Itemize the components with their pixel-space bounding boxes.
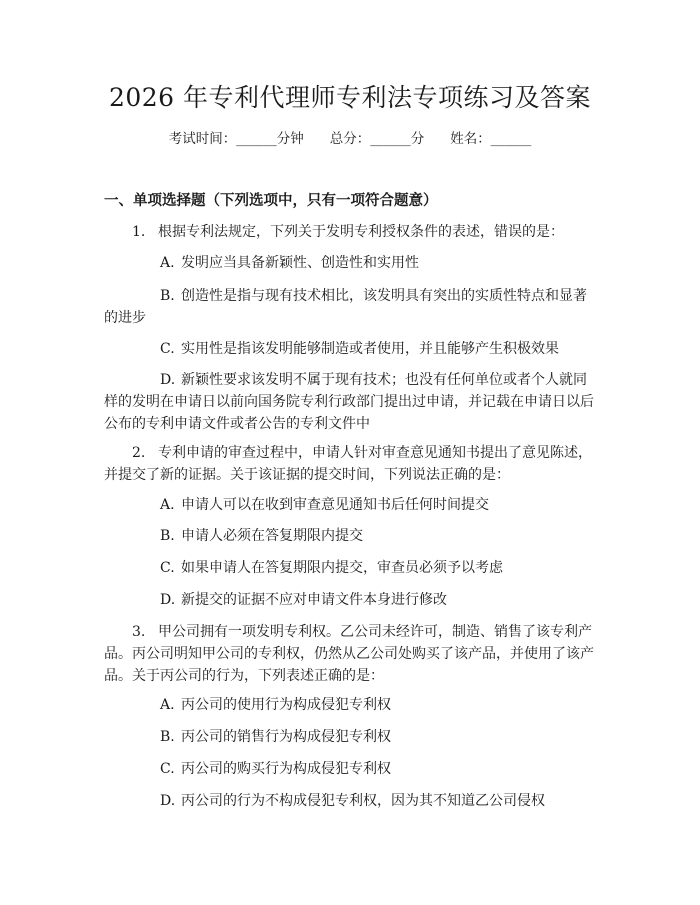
question-number: 2. — [132, 445, 146, 461]
exam-info-line — [0, 129, 700, 149]
option-text: 申请人可以在收到审查意见通知书后任何时间提交 — [181, 497, 489, 513]
question-number: 3. — [132, 624, 146, 640]
option-text: 如果申请人在答复期限内提交，审查员必须予以考虑 — [181, 560, 503, 576]
option-label: C. — [160, 761, 175, 777]
option-text: 实用性是指该发明能够制造或者使用，并且能够产生积极效果 — [181, 341, 559, 357]
option-text: 丙公司的销售行为构成侵犯专利权 — [181, 729, 391, 745]
option-text: 创造性是指与现有技术相比，该发明具有突出的实质性特点和显著的进步 — [104, 288, 587, 326]
option-label: D. — [160, 592, 176, 608]
option-text: 发明应当具备新颖性、创造性和实用性 — [181, 255, 419, 271]
question-number: 1. — [132, 224, 146, 240]
q3-option-a — [104, 694, 600, 716]
question-text: 专利申请的审查过程中，申请人针对审查意见通知书提出了意见陈述，并提交了新的证据。关于该证据的提交时间，下列说法正确的是： — [104, 445, 592, 483]
question-2 — [104, 442, 600, 486]
document-title: 2026 年专利代理师专利法专项练习及答案 — [108, 83, 592, 112]
q1-option-a — [104, 252, 600, 274]
option-text: 申请人必须在答复期限内提交 — [181, 528, 363, 544]
exam-time-field: 考试时间：______分钟 — [168, 131, 304, 147]
option-label: A. — [160, 255, 175, 271]
q2-option-c — [104, 557, 600, 579]
option-text: 丙公司的购买行为构成侵犯专利权 — [181, 761, 391, 777]
question-text: 甲公司拥有一项发明专利权。乙公司未经许可，制造、销售了该专利产品。丙公司明知甲公司的专利权，仍然从乙公司处购买了该产品，并使用了该产品。关于丙公司的行为，下列表述正确的是： — [104, 624, 594, 684]
option-text: 丙公司的使用行为构成侵犯专利权 — [181, 697, 391, 713]
option-label: A. — [160, 697, 175, 713]
option-label: A. — [160, 497, 175, 513]
q2-option-b — [104, 525, 600, 547]
option-label: C. — [160, 560, 175, 576]
q2-option-d — [104, 589, 600, 611]
option-label: B. — [160, 288, 175, 304]
q1-option-c — [104, 338, 600, 360]
option-label: C. — [160, 341, 175, 357]
q1-option-b — [104, 285, 600, 329]
option-label: D. — [160, 372, 176, 388]
q3-option-b — [104, 726, 600, 748]
question-1 — [104, 221, 600, 243]
q2-option-a — [104, 494, 600, 516]
total-score-field: 总分：______分 — [329, 131, 425, 147]
q1-option-d — [104, 369, 600, 435]
section-heading: 一、单项选择题（下列选项中，只有一项符合题意） — [104, 192, 438, 209]
option-text: 丙公司的行为不构成侵犯专利权，因为其不知道乙公司侵权 — [181, 793, 545, 809]
question-text: 根据专利法规定，下列关于发明专利授权条件的表述，错误的是： — [158, 224, 564, 240]
q3-option-d — [104, 790, 600, 812]
option-label: B. — [160, 729, 175, 745]
option-label: D. — [160, 793, 176, 809]
question-3 — [104, 621, 600, 687]
name-field: 姓名：______ — [450, 131, 532, 147]
q3-option-c — [104, 758, 600, 780]
option-text: 新颖性要求该发明不属于现有技术；也没有任何单位或者个人就同样的发明在申请日以前向国务院专利行政部门提出过申请，并记载在申请日以后公布的专利申请文件或者公告的专利文件中 — [104, 372, 594, 432]
option-text: 新提交的证据不应对申请文件本身进行修改 — [181, 592, 447, 608]
option-label: B. — [160, 528, 175, 544]
